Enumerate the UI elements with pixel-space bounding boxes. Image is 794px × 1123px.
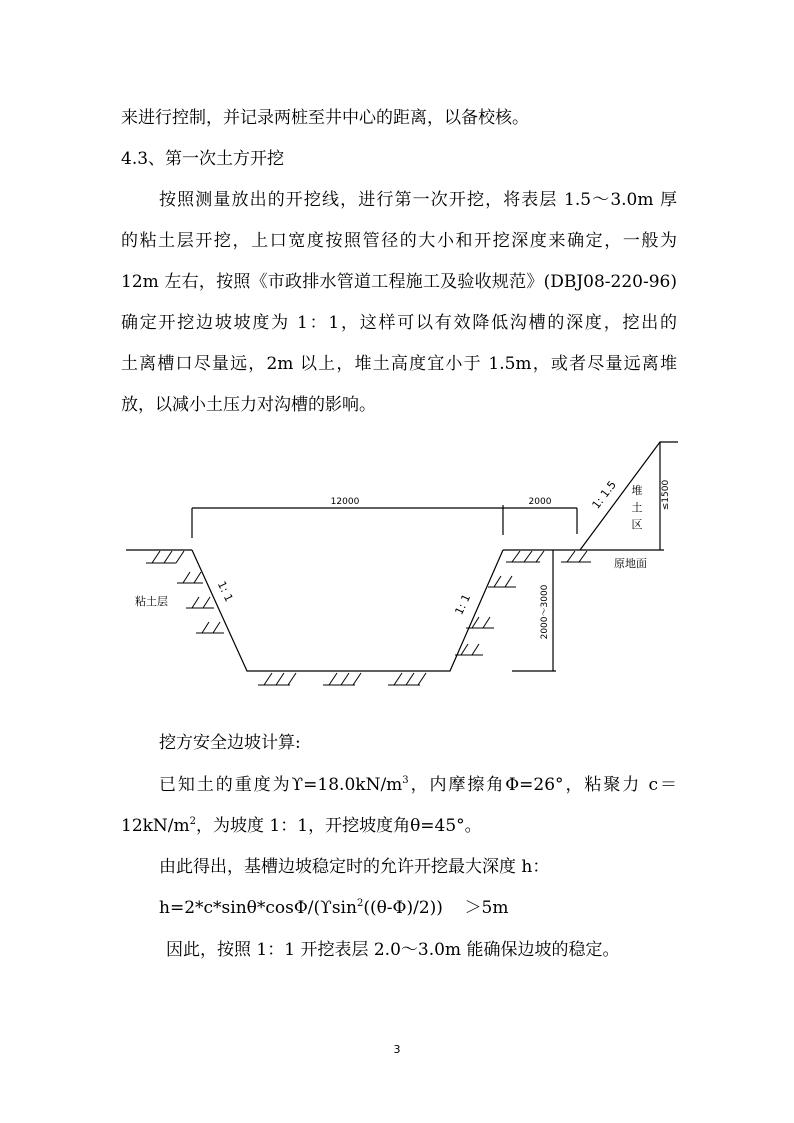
soil-hatch: [506, 551, 544, 562]
soil-hatch: [488, 576, 516, 587]
paragraph-line: 确定开挖边坡坡度为 1：1，这样可以有效降低沟槽的深度，挖出的: [121, 313, 677, 333]
soil-hatch: [146, 551, 184, 563]
superscript: 3: [402, 775, 409, 786]
soil-hatch: [388, 673, 426, 685]
soil-hatch: [323, 673, 361, 685]
right-slope-ratio-label: 1: 1: [452, 592, 474, 617]
section-heading: 4.3、第一次土方开挖: [121, 149, 285, 169]
clay-layer-label: 粘土层: [135, 595, 168, 608]
paragraph-line: 按照测量放出的开挖线，进行第一次开挖，将表层 1.5～3.0m 厚: [159, 190, 677, 210]
soil-hatch: [258, 673, 296, 685]
paragraph-line: 土离槽口尽量远，2m 以上，堆土高度宜小于 1.5m，或者尽量远离堆: [121, 354, 677, 374]
calc-title: 挖方安全边坡计算:: [159, 733, 301, 753]
calc-text: 已知土的重度为ϒ=18.0kN/m: [159, 775, 403, 795]
spoil-area-label-char: 堆: [631, 484, 643, 497]
spoil-area-label-char: 土: [631, 501, 643, 514]
calc-line: 由此得出，基槽边坡稳定时的允许开挖最大深度 h：: [159, 857, 550, 877]
spoil-height-label: ≤1500: [661, 479, 671, 511]
paragraph-line: 放，以减小土压力对沟槽的影响。: [121, 395, 376, 415]
soil-hatch: [196, 622, 224, 633]
paragraph-line: 的粘土层开挖，上口宽度按照管径的大小和开挖深度来确定，一般为: [121, 231, 677, 251]
superscript: 2: [189, 816, 197, 827]
soil-hatch: [561, 551, 591, 562]
original-ground-label: 原地面: [614, 557, 647, 570]
formula-text: ((θ-Φ)/2)) ＞5m: [363, 898, 509, 918]
formula-text: h=2*c*sinθ*cosΦ/(ϒsin: [159, 898, 357, 918]
width-dimension-label: 12000: [330, 497, 360, 507]
calc-text: ，内摩擦角Φ=26°，粘聚力 c＝: [408, 775, 677, 795]
paragraph-line: 来进行控制，并记录两桩至井中心的距离，以备校核。: [121, 108, 529, 128]
formula-line: [159, 900, 509, 917]
calc-line: [121, 818, 482, 835]
calc-text: 12kN/m: [121, 816, 190, 836]
soil-hatch: [177, 572, 203, 583]
soil-hatch: [186, 597, 214, 608]
superscript: 2: [356, 898, 364, 909]
soil-hatch-group: [146, 551, 591, 685]
page-number: 3: [393, 1043, 401, 1056]
depth-dimension-label: 2000～3000: [540, 584, 550, 640]
conclusion-line: 因此，按照 1：1 开挖表层 2.0～3.0m 能确保边坡的稳定。: [166, 940, 620, 960]
calc-text: ，为坡度 1：1，开挖坡度角θ=45°。: [196, 816, 482, 836]
calc-line: [159, 777, 677, 794]
left-slope-ratio-label: 1: 1: [214, 579, 236, 604]
paragraph-line: 12m 左右，按照《市政排水管道工程施工及验收规范》(DBJ08-220-96): [121, 272, 677, 292]
offset-dimension-label: 2000: [528, 497, 552, 507]
spoil-area-label-char: 区: [631, 518, 643, 531]
spoil-slope-ratio-label: 1: 1.5: [589, 478, 619, 512]
